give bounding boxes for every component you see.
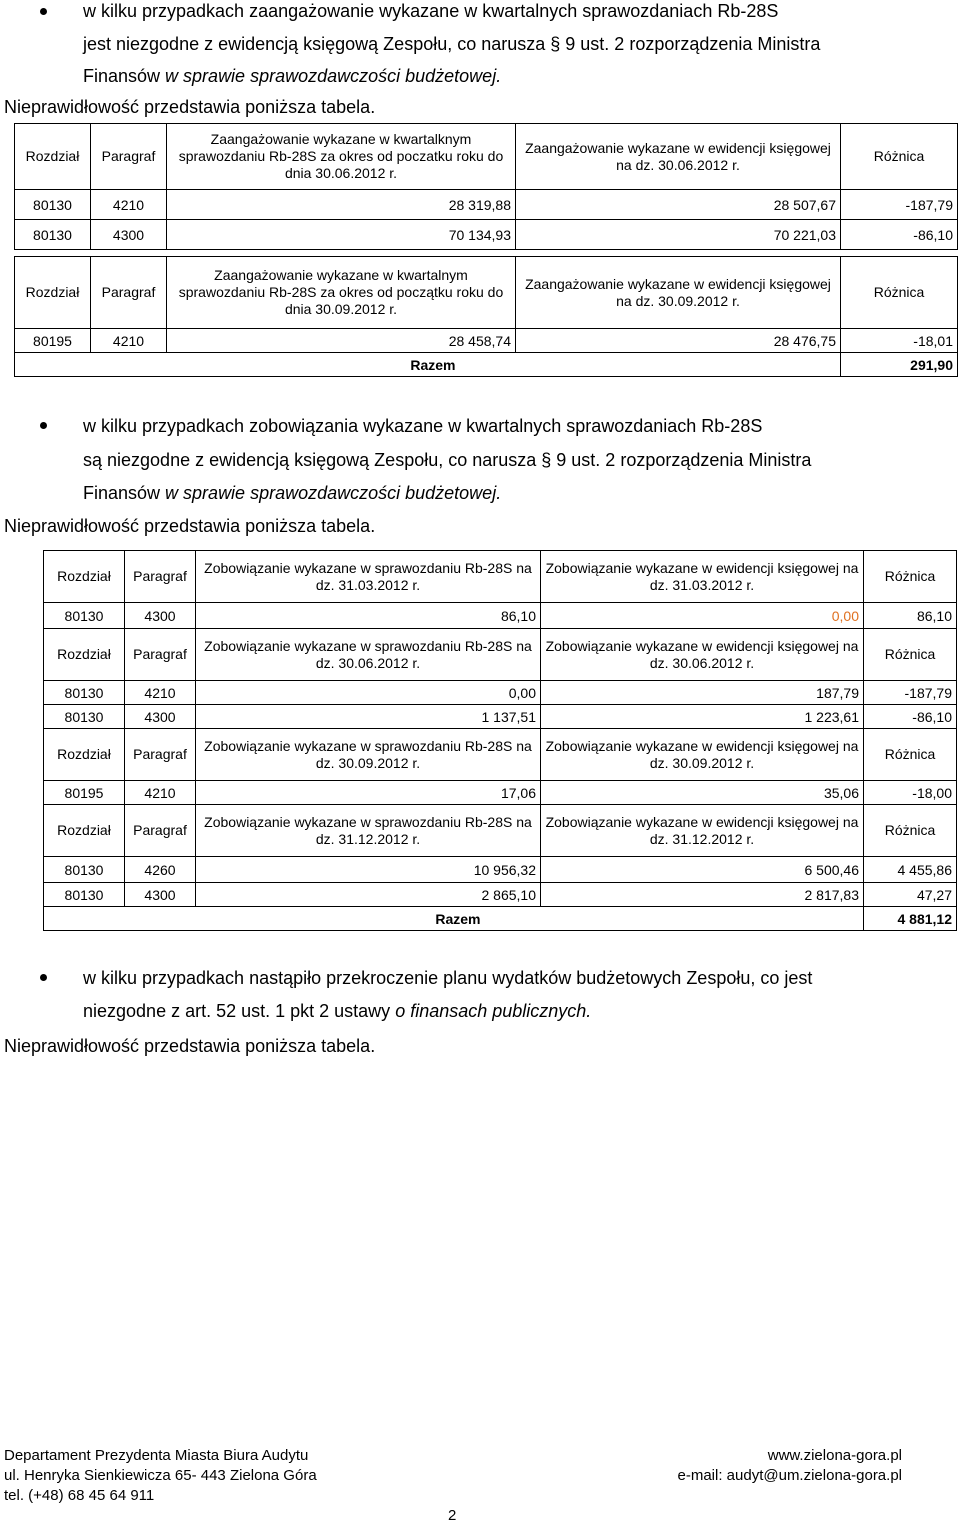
col-header-reported: Zobowiązanie wykazane w sprawozdaniu Rb-28S na dz. 30.09.2012 r. xyxy=(196,729,541,781)
cell-rozdzial: 80130 xyxy=(44,705,125,729)
cell-reported: 1 137,51 xyxy=(196,705,541,729)
cell-rozdzial: 80195 xyxy=(44,781,125,805)
cell-ledger: 35,06 xyxy=(541,781,864,805)
table-row xyxy=(15,220,958,250)
cell-ledger: 0,00 xyxy=(541,603,864,629)
cell-paragraf: 4300 xyxy=(91,220,167,250)
cell-paragraf: 4300 xyxy=(125,883,196,907)
col-header-paragraf: Paragraf xyxy=(91,124,167,190)
col-header-reported: Zobowiązanie wykazane w sprawozdaniu Rb-28S na dz. 31.03.2012 r. xyxy=(196,551,541,603)
bullet-1-line-3 xyxy=(83,62,913,91)
bullet-3-line-1: w kilku przypadkach nastąpiło przekroczenie planu wydatków budżetowych Zespołu, co jest xyxy=(83,968,813,988)
bullet-2-line-2: są niezgodne z ewidencją księgową Zespołu, co narusza § 9 ust. 2 rozporządzenia Ministra xyxy=(83,450,812,470)
table-row xyxy=(44,705,957,729)
cell-paragraf: 4210 xyxy=(91,190,167,220)
col-header-rozdzial: Rozdział xyxy=(44,551,125,603)
col-header-paragraf: Paragraf xyxy=(91,257,167,329)
col-header-ledger: Zaangażowanie wykazane w ewidencji księgowej na dz. 30.09.2012 r. xyxy=(516,257,841,329)
cell-ledger: 28 476,75 xyxy=(516,329,841,353)
cell-rozdzial: 80130 xyxy=(15,190,91,220)
col-header-reported: Zobowiązanie wykazane w sprawozdaniu Rb-28S na dz. 30.06.2012 r. xyxy=(196,629,541,681)
footer-website[interactable]: www.zielona-gora.pl xyxy=(767,1447,902,1464)
cell-reported: 28 319,88 xyxy=(167,190,516,220)
cell-ledger: 70 221,03 xyxy=(516,220,841,250)
col-header-diff: Różnica xyxy=(864,805,957,857)
cell-reported: 86,10 xyxy=(196,603,541,629)
cell-ledger: 6 500,46 xyxy=(541,857,864,883)
footer-address: ul. Henryka Sienkiewicza 65- 443 Zielona Góra xyxy=(4,1467,317,1484)
cell-diff: -18,01 xyxy=(841,329,958,353)
table-row xyxy=(44,857,957,883)
col-header-diff: Różnica xyxy=(864,729,957,781)
cell-rozdzial: 80130 xyxy=(44,857,125,883)
bullet-3-line-2 xyxy=(83,997,913,1026)
footer-org: Departament Prezydenta Miasta Biura Audytu xyxy=(4,1447,309,1464)
cell-reported: 0,00 xyxy=(196,681,541,705)
col-header-ledger: Zobowiązanie wykazane w ewidencji księgowej na dz. 30.09.2012 r. xyxy=(541,729,864,781)
regulation-title: w sprawie sprawozdawczości budżetowej. xyxy=(165,483,502,503)
cell-ledger: 28 507,67 xyxy=(516,190,841,220)
table-row xyxy=(15,190,958,220)
col-header-rozdzial: Rozdział xyxy=(44,805,125,857)
cell-rozdzial: 80130 xyxy=(15,220,91,250)
bullet-3-text: niezgodne z art. 52 ust. 1 pkt 2 ustawy xyxy=(83,1001,396,1021)
table-row xyxy=(44,781,957,805)
total-value: 4 881,12 xyxy=(864,907,957,931)
bullet-1-line-2: jest niezgodne z ewidencją księgową Zespołu, co narusza § 9 ust. 2 rozporządzenia Ministra xyxy=(83,34,821,54)
regulation-title: w sprawie sprawozdawczości budżetowej. xyxy=(165,66,502,86)
cell-ledger: 2 817,83 xyxy=(541,883,864,907)
bullet-marker xyxy=(40,8,47,15)
intro-text-3: Nieprawidłowość przedstawia poniższa tabela. xyxy=(4,1036,376,1056)
cell-diff: -86,10 xyxy=(841,220,958,250)
col-header-diff: Różnica xyxy=(841,124,958,190)
footer-email[interactable]: e-mail: audyt@um.zielona-gora.pl xyxy=(677,1467,902,1484)
cell-diff: -86,10 xyxy=(864,705,957,729)
cell-paragraf: 4300 xyxy=(125,705,196,729)
cell-diff: 47,27 xyxy=(864,883,957,907)
cell-paragraf: 4300 xyxy=(125,603,196,629)
col-header-rozdzial: Rozdział xyxy=(44,729,125,781)
table-row xyxy=(44,681,957,705)
commitments-table-q3 xyxy=(14,256,958,377)
col-header-ledger: Zaangażowanie wykazane w ewidencji księgowej na dz. 30.06.2012 r. xyxy=(516,124,841,190)
intro-text-1: Nieprawidłowość przedstawia poniższa tabela. xyxy=(4,97,376,117)
footer-phone: tel. (+48) 68 45 64 911 xyxy=(4,1487,155,1504)
col-header-paragraf: Paragraf xyxy=(125,629,196,681)
cell-paragraf: 4210 xyxy=(91,329,167,353)
bullet-1-line-1: w kilku przypadkach zaangażowanie wykazane w kwartalnych sprawozdaniach Rb-28S xyxy=(83,1,779,21)
total-row xyxy=(15,353,958,377)
col-header-paragraf: Paragraf xyxy=(125,805,196,857)
cell-reported: 17,06 xyxy=(196,781,541,805)
col-header-paragraf: Paragraf xyxy=(125,729,196,781)
col-header-paragraf: Paragraf xyxy=(125,551,196,603)
col-header-diff: Różnica xyxy=(864,629,957,681)
cell-reported: 2 865,10 xyxy=(196,883,541,907)
act-title: o finansach publicznych. xyxy=(395,1001,592,1021)
cell-diff: 4 455,86 xyxy=(864,857,957,883)
cell-paragraf: 4210 xyxy=(125,781,196,805)
col-header-ledger: Zobowiązanie wykazane w ewidencji księgowej na dz. 31.03.2012 r. xyxy=(541,551,864,603)
col-header-diff: Różnica xyxy=(864,551,957,603)
col-header-reported: Zaangażowanie wykazane w kwartalnym sprawozdaniu Rb-28S za okres od początku roku do dnia 30.09.2012 r. xyxy=(167,257,516,329)
cell-rozdzial: 80195 xyxy=(15,329,91,353)
bullet-1-text: Finansów xyxy=(83,66,166,86)
total-label: Razem xyxy=(44,907,541,931)
cell-reported: 10 956,32 xyxy=(196,857,541,883)
table-row xyxy=(44,603,957,629)
cell-diff: -187,79 xyxy=(864,681,957,705)
total-label: Razem xyxy=(15,353,516,377)
col-header-rozdzial: Rozdział xyxy=(44,629,125,681)
liabilities-table xyxy=(43,550,957,931)
cell-reported: 70 134,93 xyxy=(167,220,516,250)
cell-rozdzial: 80130 xyxy=(44,883,125,907)
col-header-reported: Zaangażowanie wykazane w kwartalknym sprawozdaniu Rb-28S za okres od poczatku roku do dnia 30.06.2012 r. xyxy=(167,124,516,190)
cell-ledger: 187,79 xyxy=(541,681,864,705)
intro-text-2: Nieprawidłowość przedstawia poniższa tabela. xyxy=(4,516,376,536)
bullet-2-text: Finansów xyxy=(83,483,166,503)
commitments-table-q2 xyxy=(14,123,958,250)
cell-diff: -187,79 xyxy=(841,190,958,220)
total-value: 291,90 xyxy=(841,353,958,377)
bullet-marker xyxy=(40,422,47,429)
col-header-rozdzial: Rozdział xyxy=(15,124,91,190)
total-spacer xyxy=(541,907,864,931)
page-number: 2 xyxy=(448,1507,457,1524)
cell-paragraf: 4210 xyxy=(125,681,196,705)
total-spacer xyxy=(516,353,841,377)
cell-ledger: 1 223,61 xyxy=(541,705,864,729)
table-row xyxy=(44,883,957,907)
col-header-ledger: Zobowiązanie wykazane w ewidencji księgowej na dz. 30.06.2012 r. xyxy=(541,629,864,681)
col-header-diff: Różnica xyxy=(841,257,958,329)
bullet-2-line-1: w kilku przypadkach zobowiązania wykazane w kwartalnych sprawozdaniach Rb-28S xyxy=(83,416,763,436)
bullet-2-line-3 xyxy=(83,479,913,508)
total-row xyxy=(44,907,957,931)
cell-rozdzial: 80130 xyxy=(44,681,125,705)
table-row xyxy=(15,329,958,353)
col-header-reported: Zobowiązanie wykazane w sprawozdaniu Rb-28S na dz. 31.12.2012 r. xyxy=(196,805,541,857)
cell-rozdzial: 80130 xyxy=(44,603,125,629)
cell-diff: 86,10 xyxy=(864,603,957,629)
col-header-rozdzial: Rozdział xyxy=(15,257,91,329)
cell-paragraf: 4260 xyxy=(125,857,196,883)
bullet-marker xyxy=(40,974,47,981)
col-header-ledger: Zobowiązanie wykazane w ewidencji księgowej na dz. 31.12.2012 r. xyxy=(541,805,864,857)
cell-reported: 28 458,74 xyxy=(167,329,516,353)
cell-diff: -18,00 xyxy=(864,781,957,805)
